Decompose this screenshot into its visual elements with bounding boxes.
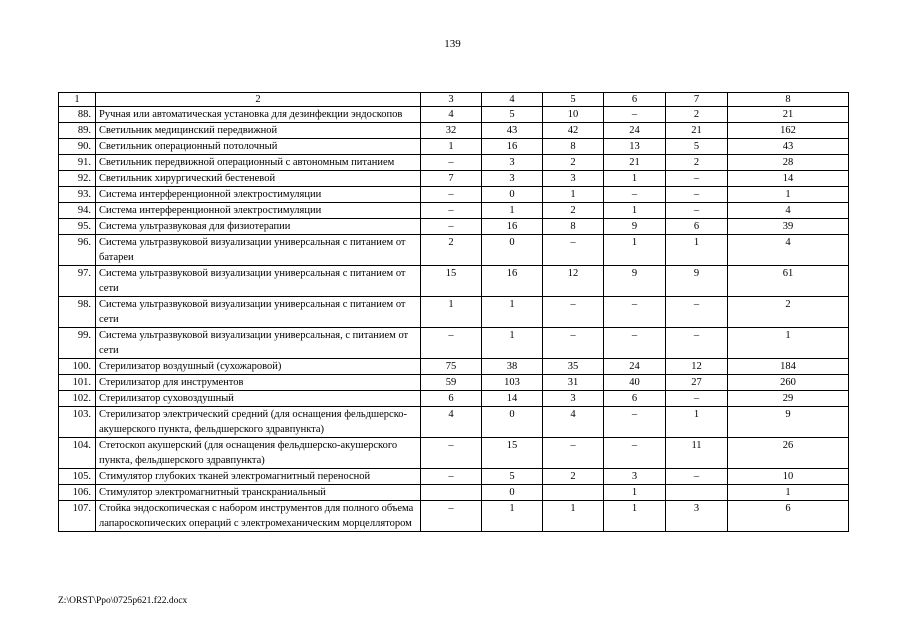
value-cell-col-7: 11 — [666, 438, 728, 469]
item-name-cell: Светильник медицинский передвижной — [96, 123, 421, 139]
page-number: 139 — [444, 38, 461, 50]
item-name-cell: Светильник передвижной операционный с автономным питанием — [96, 155, 421, 171]
table-row — [59, 171, 849, 187]
value-cell-col-6: – — [604, 438, 666, 469]
value-cell-col-5: 2 — [543, 469, 604, 485]
table-row — [59, 187, 849, 203]
row-number-cell: 104. — [59, 438, 96, 469]
table-row — [59, 203, 849, 219]
row-number-cell: 91. — [59, 155, 96, 171]
item-name-cell: Стерилизатор электрический средний (для оснащения фельдшерско-акушерского пункта, фельдшерского здравпункта) — [96, 407, 421, 438]
table-header-row — [59, 93, 849, 107]
row-number-cell: 92. — [59, 171, 96, 187]
value-cell-col-3: 32 — [421, 123, 482, 139]
value-cell-col-7 — [666, 485, 728, 501]
value-cell-col-4: 5 — [482, 107, 543, 123]
value-cell-col-5: – — [543, 438, 604, 469]
value-cell-col-8: 39 — [728, 219, 849, 235]
value-cell-col-6: 21 — [604, 155, 666, 171]
value-cell-col-4: 15 — [482, 438, 543, 469]
value-cell-col-3: 7 — [421, 171, 482, 187]
table-row — [59, 375, 849, 391]
value-cell-col-8: 184 — [728, 359, 849, 375]
value-cell-col-8: 9 — [728, 407, 849, 438]
value-cell-col-3: – — [421, 501, 482, 532]
value-cell-col-4: 1 — [482, 203, 543, 219]
value-cell-col-3: 59 — [421, 375, 482, 391]
row-number-cell: 94. — [59, 203, 96, 219]
value-cell-col-8: 29 — [728, 391, 849, 407]
value-cell-col-4: 16 — [482, 139, 543, 155]
header-cell-6: 6 — [604, 93, 666, 107]
value-cell-col-5: 4 — [543, 407, 604, 438]
value-cell-col-5: 1 — [543, 187, 604, 203]
value-cell-col-8: 1 — [728, 328, 849, 359]
value-cell-col-3: – — [421, 187, 482, 203]
value-cell-col-6: – — [604, 328, 666, 359]
header-cell-2: 2 — [96, 93, 421, 107]
table-row — [59, 266, 849, 297]
value-cell-col-4: 0 — [482, 407, 543, 438]
value-cell-col-3: 4 — [421, 407, 482, 438]
value-cell-col-4: 1 — [482, 501, 543, 532]
item-name-cell: Система ультразвуковой визуализации универсальная с питанием от сети — [96, 266, 421, 297]
table-row — [59, 123, 849, 139]
header-cell-1: 1 — [59, 93, 96, 107]
value-cell-col-7: 2 — [666, 155, 728, 171]
value-cell-col-8: 162 — [728, 123, 849, 139]
value-cell-col-3: 75 — [421, 359, 482, 375]
row-number-cell: 90. — [59, 139, 96, 155]
value-cell-col-8: 4 — [728, 235, 849, 266]
value-cell-col-8: 61 — [728, 266, 849, 297]
value-cell-col-3: – — [421, 438, 482, 469]
item-name-cell: Система интерференционной электростимуляции — [96, 203, 421, 219]
value-cell-col-3: – — [421, 155, 482, 171]
value-cell-col-3: 4 — [421, 107, 482, 123]
value-cell-col-7: 1 — [666, 235, 728, 266]
item-name-cell: Стерилизатор воздушный (сухожаровой) — [96, 359, 421, 375]
table-row — [59, 359, 849, 375]
value-cell-col-8: 2 — [728, 297, 849, 328]
value-cell-col-4: 0 — [482, 187, 543, 203]
value-cell-col-8: 1 — [728, 485, 849, 501]
value-cell-col-3: 15 — [421, 266, 482, 297]
value-cell-col-6: 1 — [604, 501, 666, 532]
table-row — [59, 107, 849, 123]
row-number-cell: 98. — [59, 297, 96, 328]
value-cell-col-6: 13 — [604, 139, 666, 155]
table-row — [59, 501, 849, 532]
value-cell-col-6: 24 — [604, 359, 666, 375]
value-cell-col-5: – — [543, 235, 604, 266]
value-cell-col-8: 4 — [728, 203, 849, 219]
value-cell-col-5: 35 — [543, 359, 604, 375]
row-number-cell: 96. — [59, 235, 96, 266]
value-cell-col-7: – — [666, 203, 728, 219]
value-cell-col-4: 0 — [482, 485, 543, 501]
row-number-cell: 88. — [59, 107, 96, 123]
value-cell-col-4: 1 — [482, 328, 543, 359]
value-cell-col-6: 9 — [604, 219, 666, 235]
item-name-cell: Система ультразвуковая для физиотерапии — [96, 219, 421, 235]
value-cell-col-7: 21 — [666, 123, 728, 139]
item-name-cell: Стимулятор электромагнитный транскраниальный — [96, 485, 421, 501]
header-cell-8: 8 — [728, 93, 849, 107]
value-cell-col-8: 6 — [728, 501, 849, 532]
value-cell-col-7: 2 — [666, 107, 728, 123]
table-row — [59, 438, 849, 469]
value-cell-col-6: 6 — [604, 391, 666, 407]
row-number-cell: 95. — [59, 219, 96, 235]
row-number-cell: 99. — [59, 328, 96, 359]
header-cell-3: 3 — [421, 93, 482, 107]
value-cell-col-6: – — [604, 107, 666, 123]
value-cell-col-5 — [543, 485, 604, 501]
value-cell-col-7: 5 — [666, 139, 728, 155]
value-cell-col-6: 9 — [604, 266, 666, 297]
value-cell-col-4: 3 — [482, 155, 543, 171]
value-cell-col-5: 8 — [543, 219, 604, 235]
value-cell-col-8: 26 — [728, 438, 849, 469]
table-row — [59, 155, 849, 171]
value-cell-col-7: 6 — [666, 219, 728, 235]
value-cell-col-4: 0 — [482, 235, 543, 266]
value-cell-col-6: – — [604, 407, 666, 438]
row-number-cell: 102. — [59, 391, 96, 407]
value-cell-col-7: 1 — [666, 407, 728, 438]
value-cell-col-5: 3 — [543, 391, 604, 407]
value-cell-col-8: 10 — [728, 469, 849, 485]
table-row — [59, 219, 849, 235]
value-cell-col-8: 21 — [728, 107, 849, 123]
value-cell-col-7: 9 — [666, 266, 728, 297]
header-cell-7: 7 — [666, 93, 728, 107]
table-row — [59, 485, 849, 501]
value-cell-col-8: 1 — [728, 187, 849, 203]
value-cell-col-7: 3 — [666, 501, 728, 532]
value-cell-col-7: – — [666, 171, 728, 187]
value-cell-col-8: 260 — [728, 375, 849, 391]
value-cell-col-4: 38 — [482, 359, 543, 375]
value-cell-col-4: 43 — [482, 123, 543, 139]
footer-file-path: Z:\ORST\Ppo\0725p621.f22.docx — [58, 596, 188, 606]
item-name-cell: Система ультразвуковой визуализации универсальная, с питанием от сети — [96, 328, 421, 359]
value-cell-col-5: 2 — [543, 203, 604, 219]
value-cell-col-5: 3 — [543, 171, 604, 187]
table-row — [59, 328, 849, 359]
value-cell-col-8: 14 — [728, 171, 849, 187]
value-cell-col-3: – — [421, 203, 482, 219]
value-cell-col-8: 43 — [728, 139, 849, 155]
value-cell-col-5: – — [543, 297, 604, 328]
value-cell-col-7: – — [666, 187, 728, 203]
value-cell-col-6: 24 — [604, 123, 666, 139]
value-cell-col-3: – — [421, 328, 482, 359]
value-cell-col-5: 8 — [543, 139, 604, 155]
value-cell-col-7: – — [666, 391, 728, 407]
value-cell-col-7: – — [666, 469, 728, 485]
value-cell-col-3: 1 — [421, 297, 482, 328]
row-number-cell: 89. — [59, 123, 96, 139]
value-cell-col-7: – — [666, 328, 728, 359]
value-cell-col-4: 16 — [482, 266, 543, 297]
item-name-cell: Светильник операционный потолочный — [96, 139, 421, 155]
value-cell-col-6: 1 — [604, 203, 666, 219]
value-cell-col-4: 5 — [482, 469, 543, 485]
value-cell-col-3: 6 — [421, 391, 482, 407]
value-cell-col-6: – — [604, 297, 666, 328]
table-row — [59, 139, 849, 155]
header-cell-4: 4 — [482, 93, 543, 107]
value-cell-col-4: 3 — [482, 171, 543, 187]
value-cell-col-5: 1 — [543, 501, 604, 532]
value-cell-col-5: 10 — [543, 107, 604, 123]
row-number-cell: 97. — [59, 266, 96, 297]
value-cell-col-7: – — [666, 297, 728, 328]
item-name-cell: Система интерференционной электростимуляции — [96, 187, 421, 203]
value-cell-col-7: 27 — [666, 375, 728, 391]
table-row — [59, 297, 849, 328]
value-cell-col-8: 28 — [728, 155, 849, 171]
value-cell-col-5: 2 — [543, 155, 604, 171]
table-row — [59, 469, 849, 485]
value-cell-col-3: 2 — [421, 235, 482, 266]
item-name-cell: Стерилизатор для инструментов — [96, 375, 421, 391]
value-cell-col-3: – — [421, 219, 482, 235]
table-row — [59, 235, 849, 266]
table-row — [59, 391, 849, 407]
row-number-cell: 100. — [59, 359, 96, 375]
value-cell-col-6: 1 — [604, 235, 666, 266]
value-cell-col-5: 12 — [543, 266, 604, 297]
value-cell-col-6: – — [604, 187, 666, 203]
item-name-cell: Стетоскоп акушерский (для оснащения фельдшерско-акушерского пункта, фельдшерского здравпункта) — [96, 438, 421, 469]
item-name-cell: Стойка эндоскопическая с набором инструментов для полного объема лапароскопических операций с электромеханическим морцеллятором — [96, 501, 421, 532]
value-cell-col-4: 16 — [482, 219, 543, 235]
value-cell-col-6: 1 — [604, 485, 666, 501]
row-number-cell: 93. — [59, 187, 96, 203]
table-row — [59, 407, 849, 438]
item-name-cell: Светильник хирургический бестеневой — [96, 171, 421, 187]
item-name-cell: Стимулятор глубоких тканей электромагнитный переносной — [96, 469, 421, 485]
value-cell-col-3: 1 — [421, 139, 482, 155]
header-cell-5: 5 — [543, 93, 604, 107]
value-cell-col-5: – — [543, 328, 604, 359]
value-cell-col-7: 12 — [666, 359, 728, 375]
item-name-cell: Система ультразвуковой визуализации универсальная с питанием от сети — [96, 297, 421, 328]
value-cell-col-5: 42 — [543, 123, 604, 139]
value-cell-col-4: 14 — [482, 391, 543, 407]
value-cell-col-6: 40 — [604, 375, 666, 391]
value-cell-col-3 — [421, 485, 482, 501]
item-name-cell: Стерилизатор суховоздушный — [96, 391, 421, 407]
row-number-cell: 103. — [59, 407, 96, 438]
value-cell-col-6: 3 — [604, 469, 666, 485]
row-number-cell: 107. — [59, 501, 96, 532]
item-name-cell: Система ультразвуковой визуализации универсальная с питанием от батареи — [96, 235, 421, 266]
value-cell-col-4: 103 — [482, 375, 543, 391]
row-number-cell: 105. — [59, 469, 96, 485]
row-number-cell: 101. — [59, 375, 96, 391]
data-table — [58, 92, 849, 532]
value-cell-col-3: – — [421, 469, 482, 485]
value-cell-col-6: 1 — [604, 171, 666, 187]
table-body — [59, 93, 849, 532]
item-name-cell: Ручная или автоматическая установка для дезинфекции эндоскопов — [96, 107, 421, 123]
value-cell-col-5: 31 — [543, 375, 604, 391]
row-number-cell: 106. — [59, 485, 96, 501]
value-cell-col-4: 1 — [482, 297, 543, 328]
